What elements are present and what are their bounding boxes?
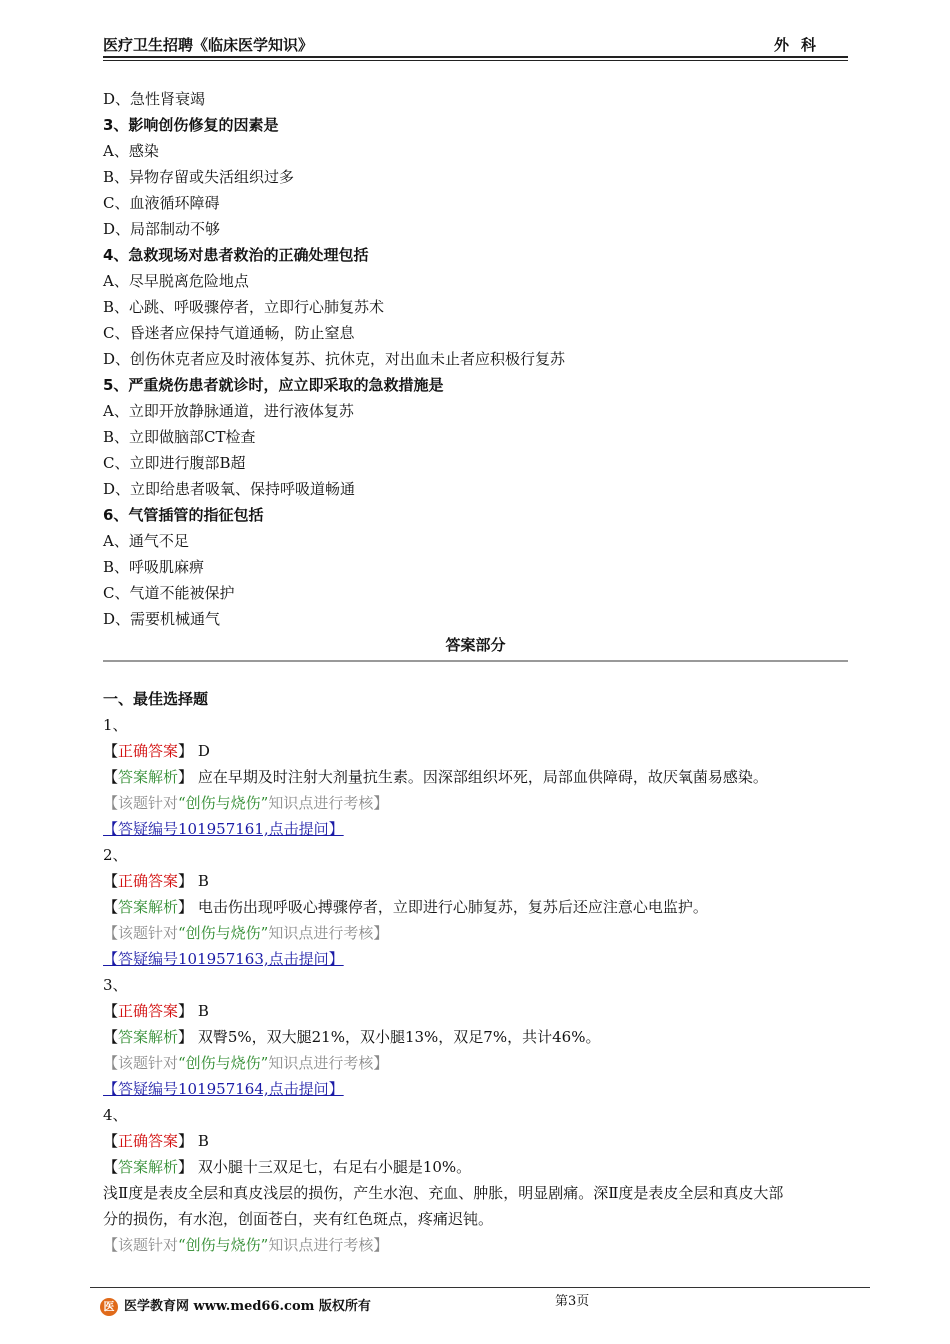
analysis-text: 双小腿十三双足七，右足右小腿是10%。	[197, 1158, 472, 1176]
option-q5-b: B、立即做脑部CT检查	[103, 428, 256, 446]
answers-divider	[103, 660, 848, 686]
correct-answer-value: B	[197, 1132, 209, 1150]
page-number: 第3页	[555, 1294, 590, 1309]
option-q5-d: D、立即给患者吸氧、保持呼吸道畅通	[103, 480, 356, 498]
option-q6-a: A、通气不足	[103, 532, 189, 550]
option-q5-a: A、立即开放静脉通道，进行液体复苏	[103, 402, 354, 420]
option-q3-b: B、异物存留或失活组织过多	[103, 168, 295, 186]
correct-answer-value: D	[197, 742, 210, 760]
subject-label: 外科	[773, 36, 828, 54]
analysis-extra-line: 分的损伤，有水泡，创面苍白，夹有红色斑点，疼痛迟钝。	[103, 1210, 494, 1228]
answer-number: 1、	[103, 716, 128, 734]
ask-question-link[interactable]: 【答疑编号101957163,点击提问】	[103, 950, 344, 968]
analysis-text: 电击伤出现呼吸心搏骤停者，立即进行心肺复苏，复苏后还应注意心电监护。	[197, 898, 708, 916]
analysis-text: 双臀5%，双大腿21%，双小腿13%，双足7%，共计46%。	[197, 1028, 601, 1046]
answer-correct-row: 【正确答案】 D	[103, 742, 210, 760]
analysis-text: 应在早期及时注射大剂量抗生素。因深部组织坏死，局部血供障碍，故厌氧菌易感染。	[197, 768, 768, 786]
answer-number: 3、	[103, 976, 128, 994]
topic-note: 【该题针对“创伤与烧伤”知识点进行考核】	[103, 1054, 389, 1072]
analysis-extra-line: 浅Ⅱ度是表皮全层和真皮浅层的损伤，产生水泡、充血、肿胀，明显剧痛。深Ⅱ度是表皮全层和真皮大部	[103, 1184, 784, 1202]
med66-logo-icon: 医	[100, 1298, 118, 1316]
header-rule-thin	[103, 60, 848, 61]
page-content	[103, 86, 848, 1258]
option-q4-a: A、尽早脱离危险地点	[103, 272, 249, 290]
answer-analysis-row: 【答案解析】 应在早期及时注射大剂量抗生素。因深部组织坏死，局部血供障碍，故厌氧菌易感染。	[103, 768, 768, 786]
answers-section-heading: 一、最佳选择题	[103, 690, 209, 708]
option-q6-d: D、需要机械通气	[103, 610, 221, 628]
page-header	[103, 30, 848, 58]
answer-analysis-row: 【答案解析】 电击伤出现呼吸心搏骤停者，立即进行心肺复苏，复苏后还应注意心电监护。	[103, 898, 708, 916]
option-q4-b: B、心跳、呼吸骤停者，立即行心肺复苏术	[103, 298, 385, 316]
answer-number: 2、	[103, 846, 128, 864]
footer-brand	[100, 1296, 371, 1318]
footer-brand-text: 医学教育网 www.med66.com 版权所有	[124, 1299, 371, 1314]
topic-note: 【该题针对“创伤与烧伤”知识点进行考核】	[103, 794, 389, 812]
option-q3-c: C、血液循环障碍	[103, 194, 220, 212]
correct-answer-label: 正确答案	[118, 872, 179, 890]
answer-analysis-row: 【答案解析】 双臀5%，双大腿21%，双小腿13%，双足7%，共计46%。	[103, 1028, 601, 1046]
analysis-label: 答案解析	[118, 898, 179, 916]
option-q4-c: C、昏迷者应保持气道通畅，防止窒息	[103, 324, 355, 342]
answer-number: 4、	[103, 1106, 128, 1124]
analysis-label: 答案解析	[118, 1158, 179, 1176]
question-6-title: 6、气管插管的指征包括	[103, 506, 264, 524]
question-3-title: 3、影响创伤修复的因素是	[103, 116, 279, 134]
topic-note: 【该题针对“创伤与烧伤”知识点进行考核】	[103, 924, 389, 942]
option-q6-b: B、呼吸肌麻痹	[103, 558, 205, 576]
document-title: 医疗卫生招聘《临床医学知识》	[103, 36, 314, 54]
correct-answer-label: 正确答案	[118, 742, 179, 760]
answer-analysis-row: 【答案解析】 双小腿十三双足七，右足右小腿是10%。	[103, 1158, 472, 1176]
answers-section-title: 答案部分	[445, 636, 506, 654]
analysis-label: 答案解析	[118, 768, 179, 786]
topic-note: 【该题针对“创伤与烧伤”知识点进行考核】	[103, 1236, 389, 1254]
correct-answer-value: B	[197, 1002, 209, 1020]
option-q2-d: D、急性肾衰竭	[103, 90, 206, 108]
footer-rule	[90, 1287, 870, 1288]
correct-answer-label: 正确答案	[118, 1132, 179, 1150]
correct-answer-value: B	[197, 872, 209, 890]
option-q4-d: D、创伤休克者应及时液体复苏、抗休克，对出血未止者应积极行复苏	[103, 350, 566, 368]
option-q6-c: C、气道不能被保护	[103, 584, 235, 602]
header-rule	[103, 56, 848, 58]
option-q5-c: C、立即进行腹部B超	[103, 454, 246, 472]
ask-question-link[interactable]: 【答疑编号101957161,点击提问】	[103, 820, 344, 838]
question-5-title: 5、严重烧伤患者就诊时，应立即采取的急救措施是	[103, 376, 444, 394]
option-q3-a: A、感染	[103, 142, 159, 160]
answer-correct-row: 【正确答案】 B	[103, 872, 209, 890]
option-q3-d: D、局部制动不够	[103, 220, 221, 238]
analysis-label: 答案解析	[118, 1028, 179, 1046]
question-4-title: 4、急救现场对患者救治的正确处理包括	[103, 246, 369, 264]
answer-correct-row: 【正确答案】 B	[103, 1132, 209, 1150]
ask-question-link[interactable]: 【答疑编号101957164,点击提问】	[103, 1080, 344, 1098]
answer-correct-row: 【正确答案】 B	[103, 1002, 209, 1020]
correct-answer-label: 正确答案	[118, 1002, 179, 1020]
